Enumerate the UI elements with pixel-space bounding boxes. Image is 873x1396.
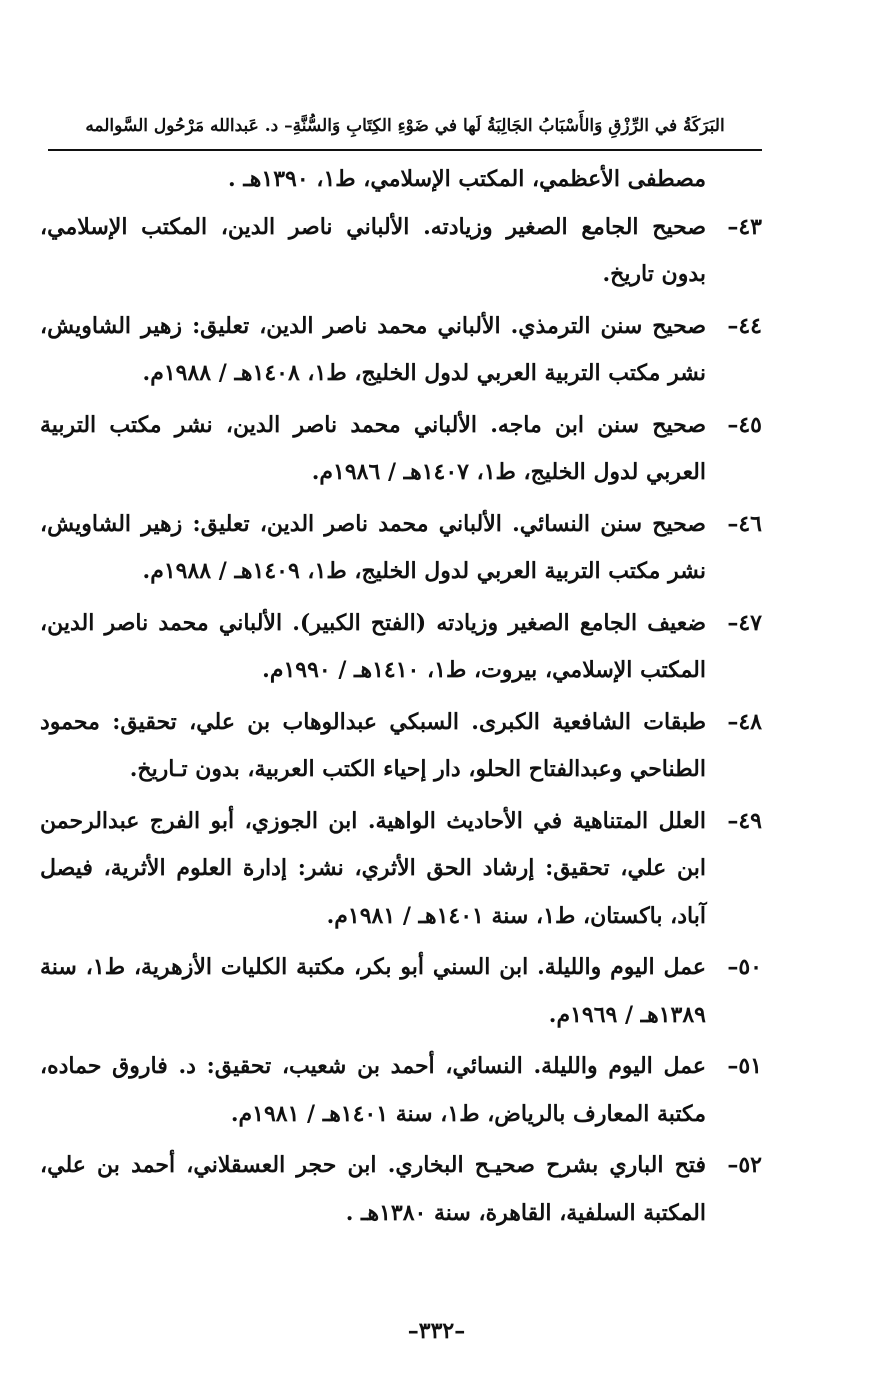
bibliography-entry <box>40 798 762 941</box>
entry-number: ٥٠– <box>727 954 762 980</box>
entry-number: ٥٢– <box>727 1152 762 1178</box>
entry-number: ٤٤– <box>727 312 762 339</box>
bibliography-entry <box>40 944 762 1039</box>
entry-text: عمل اليوم والليلة. النسائي، أحمد بن شعيب، تحقيق: د. فاروق حماده، مكتبة المعارف بالرياض، ط١، سنة ١٤٠١هـ / ١٩٨١م. <box>40 1053 706 1127</box>
entry-text: صحيح سنن الترمذي. الألباني محمد ناصر الدين، تعليق: زهير الشاويش، نشر مكتب التربية العربي لدول الخليج، ط١، ١٤٠٨هـ / ١٩٨٨م. <box>40 312 706 386</box>
entry-number: ٤٨– <box>727 708 762 735</box>
bibliography-entry <box>40 204 762 299</box>
entry-text: فتح الباري بشرح صحيـح البخاري. ابن حجر العسقلاني، أحمد بن علي، المكتبة السلفية، القاهرة، سنة ١٣٨٠هـ . <box>40 1152 706 1226</box>
bibliography-entry <box>40 402 762 497</box>
entry-text: عمل اليوم والليلة. ابن السني أبو بكر، مكتبة الكليات الأزهرية، ط١، سنة ١٣٨٩هـ / ١٩٦٩م. <box>40 954 706 1028</box>
entry-text: ضعيف الجامع الصغير وزيادته (الفتح الكبير). الألباني محمد ناصر الدين، المكتب الإسلامي، بيروت، ط١، ١٤١٠هـ / ١٩٩٠م. <box>40 609 706 683</box>
entry-number: ٤٥– <box>727 411 762 438</box>
continuation-line: مصطفى الأعظمي، المكتب الإسلامي، ط١، ١٣٩٠هـ . <box>228 166 706 192</box>
header-rule <box>48 149 762 151</box>
bibliography-entry <box>40 699 762 794</box>
entry-number: ٤٧– <box>727 609 762 636</box>
entry-number: ٤٣– <box>727 213 762 240</box>
running-header: البَرَكَةُ في الرِّزْقِ وَالأَسْبَابُ الجَالِبَةُ لَها في ضَوْءِ الكِتَابِ وَالسُّنَّةِ– د. عَبدالله مَرْحُول السَّوالمه <box>85 116 725 136</box>
bibliography-list <box>40 156 762 1241</box>
entry-text: صحيح سنن النسائي. الألباني محمد ناصر الدين، تعليق: زهير الشاويش، نشر مكتب التربية العربي لدول الخليج، ط١، ١٤٠٩هـ / ١٩٨٨م. <box>40 510 706 584</box>
entry-number: ٥١– <box>727 1053 762 1079</box>
bibliography-entry <box>40 1142 762 1237</box>
entry-text: صحيح الجامع الصغير وزيادته. الألباني ناصر الدين، المكتب الإسلامي، بدون تاريخ. <box>40 213 706 287</box>
entry-text: العلل المتناهية في الأحاديث الواهية. ابن الجوزي، أبو الفرج عبدالرحمن ابن علي، تحقيق: إرشاد الحق الأثري، نشر: إدارة العلوم الأثرية، فيصل آباد، باكستان، ط١، سنة ١٤٠١هـ / ١٩٨١م. <box>40 807 706 929</box>
bibliography-entry <box>40 600 762 695</box>
bibliography-entry <box>40 1043 762 1138</box>
entry-text: طبقات الشافعية الكبرى. السبكي عبدالوهاب بن علي، تحقيق: محمود الطناحي وعبدالفتاح الحلو، دار إحياء الكتب العربية، بدون تـاريخ. <box>40 708 706 782</box>
entry-number: ٤٦– <box>727 510 762 537</box>
bibliography-entry <box>40 303 762 398</box>
bibliography-entry <box>40 501 762 596</box>
page-number: –٣٣٢– <box>407 1318 466 1344</box>
entry-number: ٤٩– <box>727 807 762 834</box>
entry-text: صحيح سنن ابن ماجه. الألباني محمد ناصر الدين، نشر مكتب التربية العربي لدول الخليج، ط١، ١٤٠٧هـ / ١٩٨٦م. <box>40 411 706 485</box>
